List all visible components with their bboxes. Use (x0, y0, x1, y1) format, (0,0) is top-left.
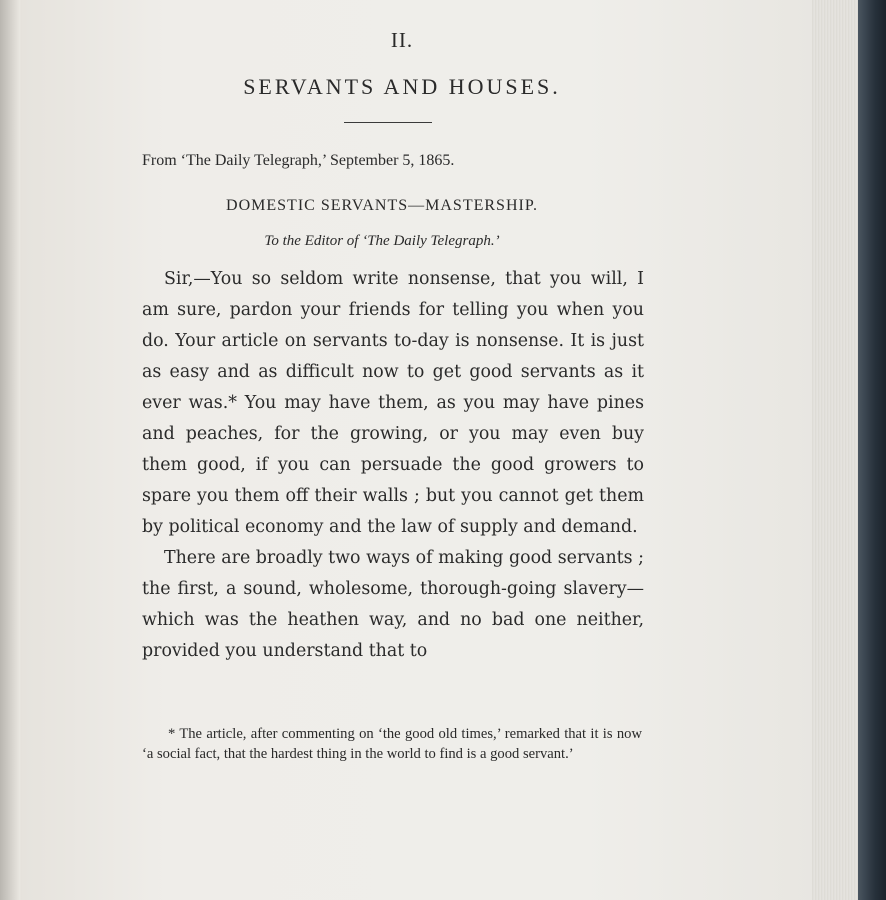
book-cover-edge (858, 0, 886, 900)
source-line: From ‘The Daily Telegraph,’ September 5, 1865. (142, 152, 455, 169)
footnote: * The article, after commenting on ‘the good old times,’ remarked that it is now ‘a social fact, that the hardest thing in the world to find is a good servant.’ (142, 726, 642, 762)
page-stack-edge (812, 0, 860, 900)
body-text (142, 264, 644, 667)
title-divider (344, 122, 432, 123)
chapter-title: SERVANTS AND HOUSES. (243, 74, 561, 99)
book-page (22, 0, 822, 900)
letter-salutation: To the Editor of ‘The Daily Telegraph.’ (264, 233, 500, 249)
paragraph: There are broadly two ways of making good servants ; the first, a sound, wholesome, thorough-going slavery—which was the heathen way, and no bad one neither, provided you understand that to (142, 548, 644, 661)
chapter-number: II. (390, 28, 414, 52)
paragraph: Sir,—You so seldom write nonsense, that you will, I am sure, pardon your friends for telling you when you do. Your article on servants to-day is nonsense. It is just as easy and as difficult now to get good servants as it ever was.* You may have them, as you may have pines and peaches, for the growing, or you may even buy them good, if you can persuade the good growers to spare you them off their walls ; but you cannot get them by political economy and the law of supply and demand. (142, 269, 644, 537)
section-heading: DOMESTIC SERVANTS—MASTERSHIP. (226, 197, 538, 214)
